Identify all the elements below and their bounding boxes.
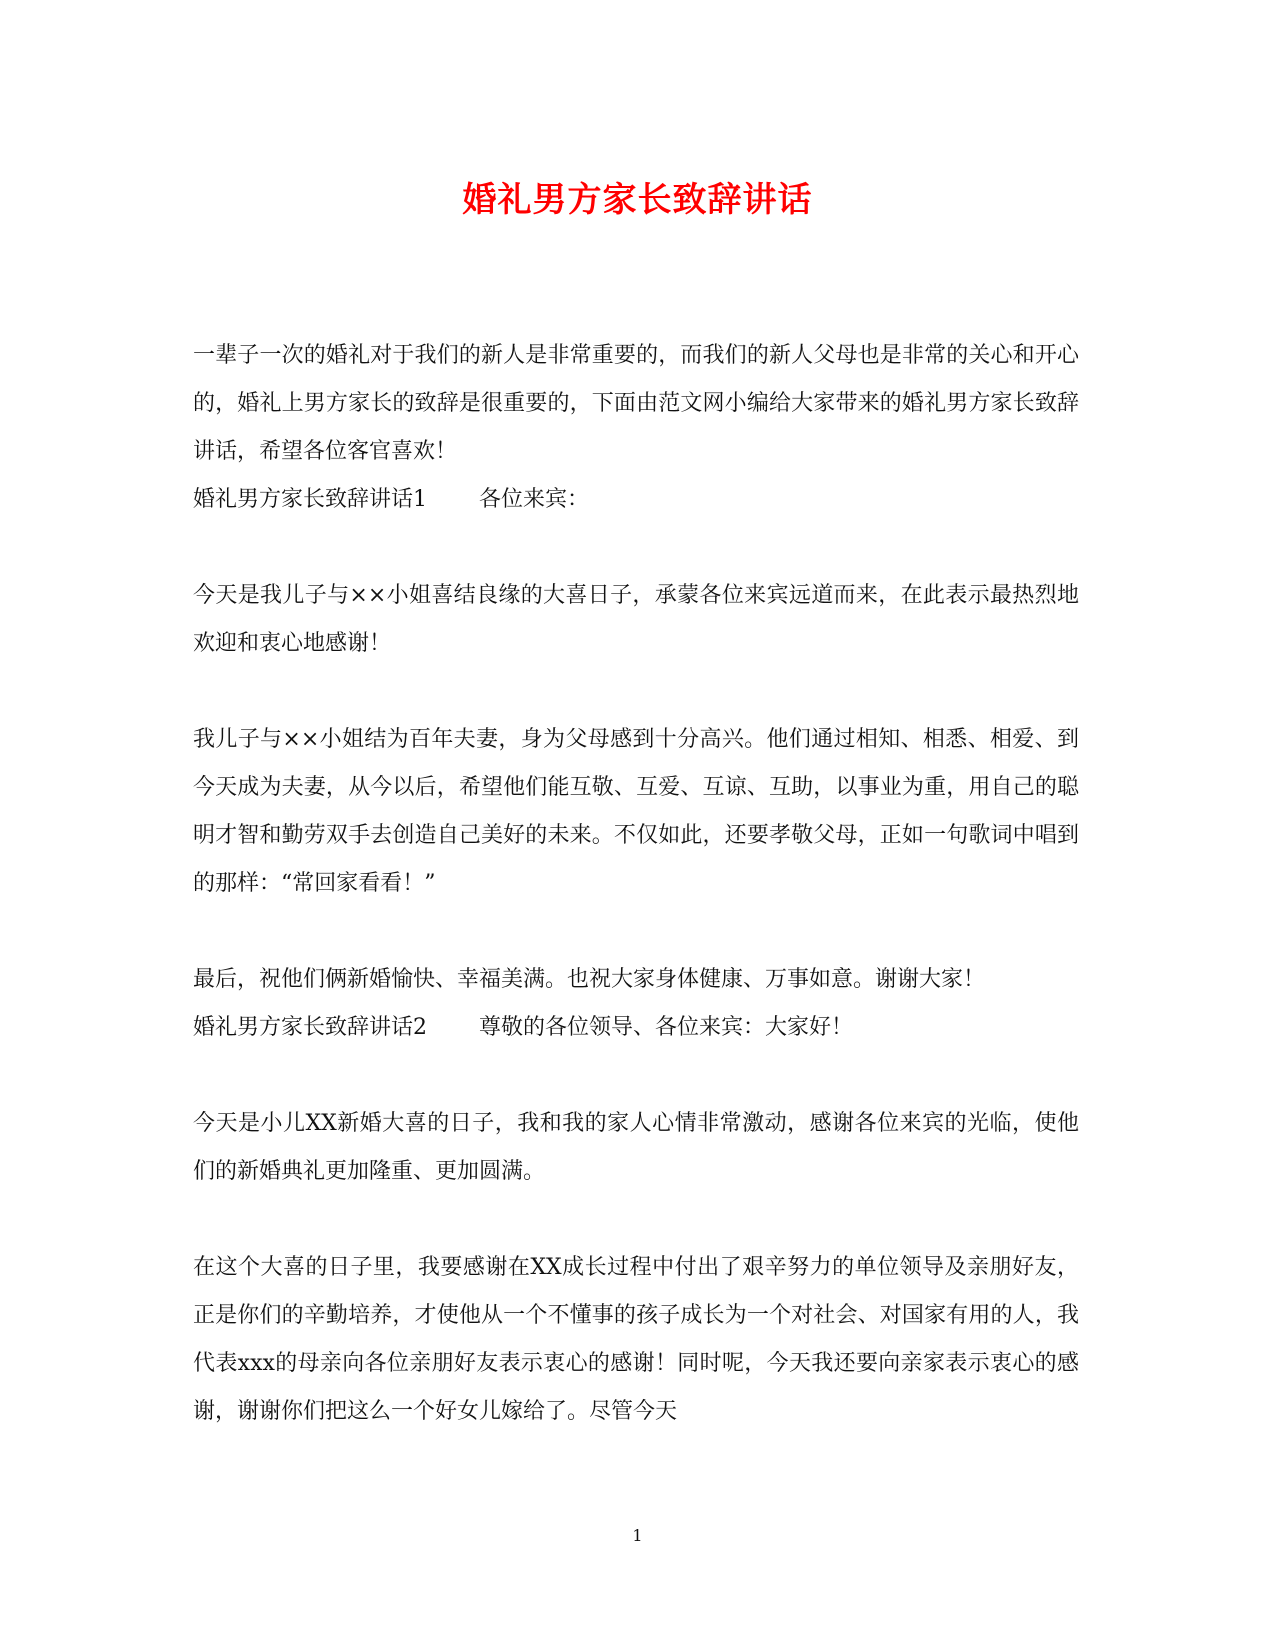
section-1-paragraph-2: 我儿子与××小姐结为百年夫妻，身为父母感到十分高兴。他们通过相知、相悉、相爱、到今天成为夫妻，从今以后，希望他们能互敬、互爱、互谅、互助，以事业为重，用自己的聪明才智和勤劳双手去创造自己美好的未来。不仅如此，还要孝敬父母，正如一句歌词中唱到的那样：“常回家看看！”: [193, 727, 1079, 896]
page-number: 1: [632, 1526, 643, 1545]
section-1-paragraph-1: 今天是我儿子与××小姐喜结良缘的大喜日子，承蒙各位来宾远道而来，在此表示最热烈地欢迎和衷心地感谢！: [193, 583, 1079, 656]
blank-line: [193, 668, 1079, 716]
document-title: 婚礼男方家长致辞讲话: [462, 180, 813, 220]
section-2-heading-line: [193, 1004, 1079, 1052]
section-1-heading-line: [193, 476, 1079, 524]
section-1-paragraph-3: 最后，祝他们俩新婚愉快、幸福美满。也祝大家身体健康、万事如意。谢谢大家！: [193, 967, 986, 992]
blank-line: [193, 524, 1079, 572]
section-1-greeting: 各位来宾：: [479, 487, 590, 512]
intro-paragraph: 一辈子一次的婚礼对于我们的新人是非常重要的，而我们的新人父母也是非常的关心和开心的，婚礼上男方家长的致辞是很重要的，下面由范文网小编给大家带来的婚礼男方家长致辞讲话，希望各位客官喜欢！: [193, 343, 1079, 464]
section-1-heading: 婚礼男方家长致辞讲话1: [193, 487, 427, 512]
section-2-heading: 婚礼男方家长致辞讲话2: [193, 1015, 427, 1040]
blank-line: [193, 908, 1079, 956]
section-2-paragraph-2: 在这个大喜的日子里，我要感谢在XX成长过程中付出了艰辛努力的单位领导及亲朋好友，正是你们的辛勤培养，才使他从一个不懂事的孩子成长为一个对社会、对国家有用的人，我代表xxx的母亲向各位亲朋好友表示衷心的感谢！同时呢，今天我还要向亲家表示衷心的感谢，谢谢你们把这么一个好女儿嫁给了。尽管今天: [193, 1255, 1079, 1424]
blank-line: [193, 1052, 1079, 1100]
blank-line: [193, 1196, 1079, 1244]
document-body: [193, 332, 1079, 1436]
section-2-greeting: 尊敬的各位领导、各位来宾：大家好！: [479, 1015, 854, 1040]
section-2-paragraph-1: 今天是小儿XX新婚大喜的日子，我和我的家人心情非常激动，感谢各位来宾的光临，使他们的新婚典礼更加隆重、更加圆满。: [193, 1111, 1079, 1184]
